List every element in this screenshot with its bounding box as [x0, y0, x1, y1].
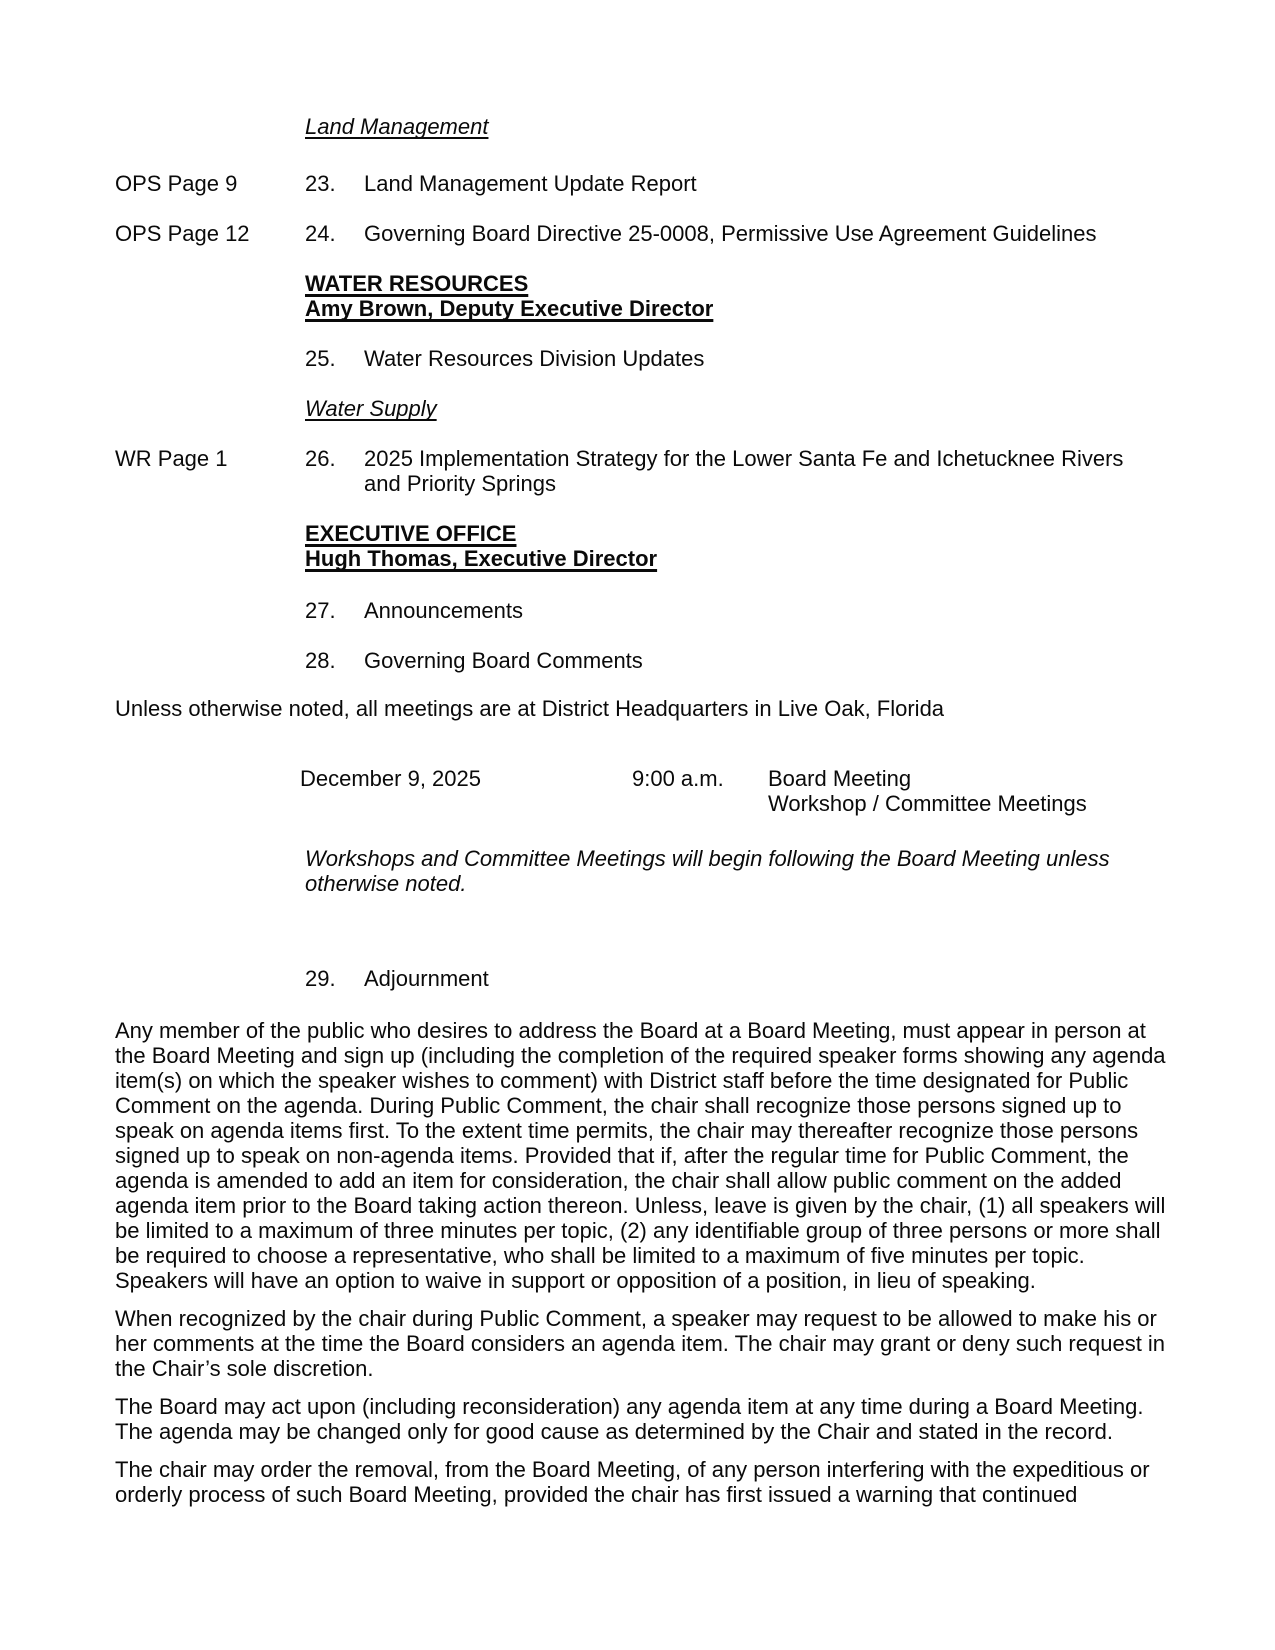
item-text: Announcements: [364, 598, 523, 623]
paragraph-public-comment: Any member of the public who desires to address the Board at a Board Meeting, must appear in person at the Board Meeting and sign up (including the completion of the required speaker forms showing any agenda item(s) on which the speaker wishes to comment) with District staff before the time designated for Public Comment on the agenda. During Public Comment, the chair shall recognize those persons signed up to speak on agenda items first. To the extent time permits, the chair may thereafter recognize those persons signed up to speak on non-agenda items. Provided that if, after the regular time for Public Comment, the agenda is amended to add an item for consideration, the chair shall allow public comment on the added agenda item prior to the Board taking action thereon. Unless, leave is given by the chair, (1) all speakers will be limited to a maximum of three minutes per topic, (2) any identifiable group of three persons or more shall be required to choose a representative, who shall be limited to a maximum of five minutes per topic. Speakers will have an option to waive in support or opposition of a position, in lieu of speaking.: [115, 1018, 1166, 1293]
item-text: Water Resources Division Updates: [364, 346, 705, 371]
item-number: 26.: [305, 446, 336, 471]
section-heading-land-management: Land Management: [305, 114, 489, 139]
paragraph-speaker-request: When recognized by the chair during Public Comment, a speaker may request to be allowed to make his or her comments at the time the Board considers an agenda item. The chair may grant or deny such request in the Chair’s sole discretion.: [115, 1306, 1166, 1381]
item-number: 27.: [305, 598, 336, 623]
agenda-item-24: [115, 221, 1175, 246]
item-text: Land Management Update Report: [364, 171, 697, 196]
schedule-event-line: Workshop / Committee Meetings: [768, 791, 1087, 816]
schedule-events: [768, 766, 1175, 816]
schedule-date: December 9, 2025: [300, 766, 481, 791]
schedule-event-line: Board Meeting: [768, 766, 912, 791]
item-text: Governing Board Comments: [364, 648, 643, 673]
page-ref: OPS Page 9: [115, 171, 238, 196]
schedule-row: [115, 766, 1175, 816]
agenda-item-27: [115, 598, 1175, 623]
division-director: Amy Brown, Deputy Executive Director: [305, 296, 714, 321]
section-heading-executive-office: [305, 521, 1175, 571]
agenda-item-29: [115, 966, 1175, 991]
item-number: 25.: [305, 346, 336, 371]
agenda-item-23: [115, 171, 1175, 196]
item-number: 29.: [305, 966, 336, 991]
item-text: 2025 Implementation Strategy for the Lower Santa Fe and Ichetucknee Rivers and Priority Springs: [364, 446, 1124, 496]
item-number: 24.: [305, 221, 336, 246]
location-note: Unless otherwise noted, all meetings are at District Headquarters in Live Oak, Florida: [115, 696, 945, 721]
page-content: [115, 114, 1175, 1507]
section-heading-water-resources: [305, 271, 1175, 321]
item-text: Adjournment: [364, 966, 489, 991]
item-number: 23.: [305, 171, 336, 196]
workshops-note: Workshops and Committee Meetings will begin following the Board Meeting unless otherwise noted.: [305, 846, 1110, 896]
division-title: WATER RESOURCES: [305, 271, 529, 296]
agenda-item-25: [115, 346, 1175, 371]
item-text: Governing Board Directive 25-0008, Permissive Use Agreement Guidelines: [364, 221, 1097, 246]
division-title: EXECUTIVE OFFICE: [305, 521, 517, 546]
division-director: Hugh Thomas, Executive Director: [305, 546, 658, 571]
item-number: 28.: [305, 648, 336, 673]
schedule-time: 9:00 a.m.: [632, 766, 724, 791]
page-ref: OPS Page 12: [115, 221, 250, 246]
section-heading-water-supply: Water Supply: [305, 396, 437, 421]
paragraph-removal: The chair may order the removal, from the Board Meeting, of any person interfering with the expeditious or orderly process of such Board Meeting, provided the chair has first issued a warning that continued: [115, 1457, 1150, 1507]
agenda-item-28: [115, 648, 1175, 673]
agenda-item-26: [115, 446, 1175, 496]
paragraph-board-action: The Board may act upon (including reconsideration) any agenda item at any time during a Board Meeting. The agenda may be changed only for good cause as determined by the Chair and stated in the record.: [115, 1394, 1144, 1444]
page-ref: WR Page 1: [115, 446, 228, 471]
